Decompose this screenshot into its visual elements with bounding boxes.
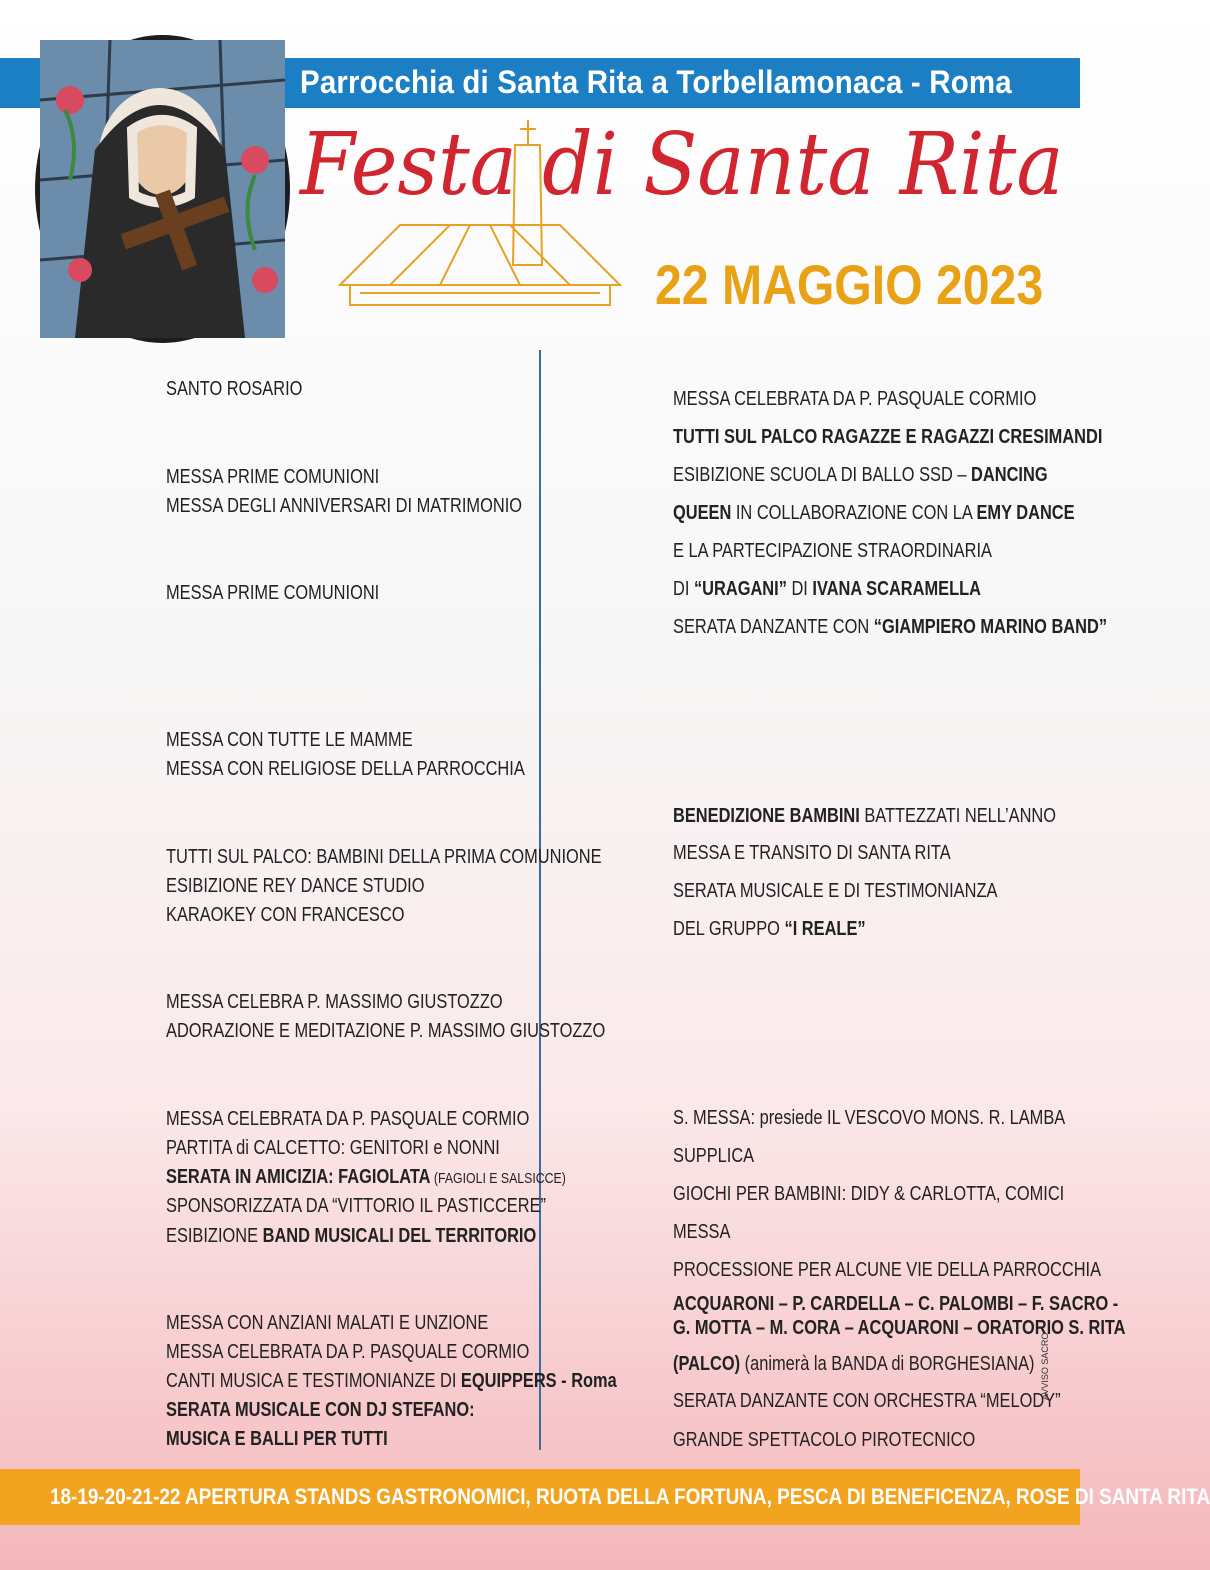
event-description-part: SERATA DANZANTE CON xyxy=(673,616,874,638)
event-description-part: EMY DANCE xyxy=(976,502,1075,524)
event-description-part: IVANA SCARAMELLA xyxy=(812,578,981,600)
event-description-part: MESSA CELEBRATA DA P. PASQUALE CORMIO xyxy=(673,388,1037,410)
event-description xyxy=(673,1145,754,1168)
event-description-part: IN COLLABORAZIONE CON LA xyxy=(731,502,977,524)
event-description xyxy=(166,495,522,518)
event-description xyxy=(166,846,602,869)
event-description-part: SANTO ROSARIO xyxy=(166,378,303,400)
event-description xyxy=(673,502,1075,525)
event-description xyxy=(673,1183,1064,1206)
event-description-part: MESSA CELEBRATA DA P. PASQUALE CORMIO xyxy=(166,1341,530,1363)
parish-name: Parrocchia di Santa Rita a Torbellamonaca - Roma xyxy=(300,64,1012,100)
event-description-part: DANCING xyxy=(971,464,1048,486)
event-description xyxy=(166,904,404,927)
event-description-part: MESSA CELEBRA P. MASSIMO GIUSTOZZO xyxy=(166,991,503,1013)
side-note: AVVISO SACRO xyxy=(1040,1332,1050,1400)
event-description-part: DI xyxy=(786,578,813,600)
event-description-part: MESSA CON TUTTE LE MAMME xyxy=(166,729,413,751)
event-description xyxy=(166,582,379,605)
event-description-part: PROCESSIONE PER ALCUNE VIE DELLA PARROCCHIA xyxy=(673,1259,1102,1281)
event-description-part: MESSA xyxy=(673,1221,731,1243)
event-description-part: S. MESSA: presiede IL VESCOVO MONS. R. LAMBA xyxy=(673,1107,1066,1129)
event-description xyxy=(166,466,379,489)
event-description-part: G. MOTTA – M. CORA – ACQUARONI – ORATORIO S. RITA xyxy=(673,1317,1126,1339)
event-description xyxy=(673,805,1056,828)
event-description xyxy=(166,729,413,752)
event-description-part: BATTEZZATI NELL’ANNO xyxy=(859,805,1057,827)
santa-rita-portrait xyxy=(35,35,290,343)
event-description-part: ESIBIZIONE xyxy=(166,1225,263,1247)
event-description-part: PARTITA di CALCETTO: GENITORI e NONNI xyxy=(166,1137,500,1159)
event-description-part: ESIBIZIONE REY DANCE STUDIO xyxy=(166,875,425,897)
event-description-part: “URAGANI” xyxy=(693,578,787,600)
event-description xyxy=(166,1399,475,1422)
event-description xyxy=(673,1353,1034,1376)
event-description xyxy=(166,1341,529,1364)
event-description-part: SUPPLICA xyxy=(673,1145,755,1167)
event-description-part: TUTTI SUL PALCO RAGAZZE E RAGAZZI CRESIMANDI xyxy=(673,426,1103,448)
event-description-part: MESSA PRIME COMUNIONI xyxy=(166,582,380,604)
event-description-part: SERATA DANZANTE CON ORCHESTRA “MELODY” xyxy=(673,1390,1061,1412)
event-description-part: MESSA CELEBRATA DA P. PASQUALE CORMIO xyxy=(166,1108,530,1130)
event-description-part: ACQUARONI – P. CARDELLA – C. PALOMBI – F. SACRO - xyxy=(673,1293,1119,1315)
event-description xyxy=(166,1166,566,1189)
event-description-part: (PALCO) xyxy=(673,1353,741,1375)
event-description-part: ESIBIZIONE SCUOLA DI BALLO SSD – xyxy=(673,464,972,486)
event-description xyxy=(166,1137,500,1160)
event-description xyxy=(166,378,302,401)
event-description xyxy=(673,842,951,865)
event-description xyxy=(673,616,1107,639)
event-description xyxy=(673,880,997,903)
event-description-part: MESSA CON RELIGIOSE DELLA PARROCCHIA xyxy=(166,758,525,780)
event-description xyxy=(673,1259,1101,1282)
event-description xyxy=(166,875,425,898)
event-description xyxy=(673,1429,975,1452)
event-description xyxy=(166,1312,488,1335)
event-description-part: DI xyxy=(673,578,694,600)
event-description-part: KARAOKEY CON FRANCESCO xyxy=(166,904,405,926)
event-description-part: SERATA IN AMICIZIA: FAGIOLATA xyxy=(166,1166,431,1188)
event-description xyxy=(166,1225,536,1248)
event-description-part: CANTI MUSICA E TESTIMONIANZE DI xyxy=(166,1370,461,1392)
event-description-part: MESSA E TRANSITO DI SANTA RITA xyxy=(673,842,951,864)
event-description-part: SERATA MUSICALE E DI TESTIMONIANZA xyxy=(673,880,998,902)
event-description-part: E LA PARTECIPAZIONE STRAORDINARIA xyxy=(673,540,992,562)
event-description xyxy=(166,1370,617,1393)
event-description-part: “I REALE” xyxy=(784,918,866,940)
event-description-part: SPONSORIZZATA DA “VITTORIO IL PASTICCERE” xyxy=(166,1195,546,1217)
event-description xyxy=(166,1428,388,1451)
event-description xyxy=(673,1317,1126,1340)
festa-title: Festa di Santa Rita xyxy=(300,115,1064,215)
footer-text: 18-19-20-21-22 APERTURA STANDS GASTRONOMICI, RUOTA DELLA FORTUNA, PESCA DI BENEFICENZA, ROSE DI SANTA RITA xyxy=(50,1484,1210,1509)
event-description-part: BAND MUSICALI DEL TERRITORIO xyxy=(262,1225,537,1247)
event-description xyxy=(166,1108,529,1131)
event-description xyxy=(673,578,981,601)
event-description xyxy=(673,388,1036,411)
event-description xyxy=(673,540,992,563)
event-description xyxy=(166,1020,605,1043)
event-description xyxy=(673,464,1048,487)
event-description-part: (FAGIOLI E SALSICCE) xyxy=(430,1170,566,1187)
event-description-part: MESSA PRIME COMUNIONI xyxy=(166,466,380,488)
event-description xyxy=(166,991,503,1014)
event-description-part: “GIAMPIERO MARINO BAND” xyxy=(873,616,1108,638)
event-description-part: BENEDIZIONE BAMBINI xyxy=(673,805,860,827)
event-description-part: (animerà la BANDA di BORGHESIANA) xyxy=(740,1353,1035,1375)
event-description xyxy=(673,1390,1061,1413)
event-description xyxy=(673,1293,1118,1316)
event-description-part: QUEEN xyxy=(673,502,732,524)
event-description-part: DEL GRUPPO xyxy=(673,918,785,940)
event-description-part: GRANDE SPETTACOLO PIROTECNICO xyxy=(673,1429,976,1451)
event-description xyxy=(166,758,525,781)
event-description-part: MESSA CON ANZIANI MALATI E UNZIONE xyxy=(166,1312,489,1334)
event-description-part: ADORAZIONE E MEDITAZIONE P. MASSIMO GIUSTOZZO xyxy=(166,1020,606,1042)
event-description-part: MUSICA E BALLI PER TUTTI xyxy=(166,1428,388,1450)
event-description xyxy=(166,1195,546,1218)
event-description xyxy=(673,1221,730,1244)
event-description-part: MESSA DEGLI ANNIVERSARI DI MATRIMONIO xyxy=(166,495,523,517)
column-divider xyxy=(539,350,541,1450)
event-description-part: EQUIPPERS - Roma xyxy=(460,1370,617,1392)
event-description-part: GIOCHI PER BAMBINI: DIDY & CARLOTTA, COMICI xyxy=(673,1183,1065,1205)
event-description-part: TUTTI SUL PALCO: BAMBINI DELLA PRIMA COMUNIONE xyxy=(166,846,602,868)
festa-date: 22 MAGGIO 2023 xyxy=(655,253,1044,316)
event-description-part: SERATA MUSICALE CON DJ STEFANO: xyxy=(166,1399,475,1421)
event-description xyxy=(673,1107,1065,1130)
event-description xyxy=(673,426,1102,449)
event-description xyxy=(673,918,866,941)
